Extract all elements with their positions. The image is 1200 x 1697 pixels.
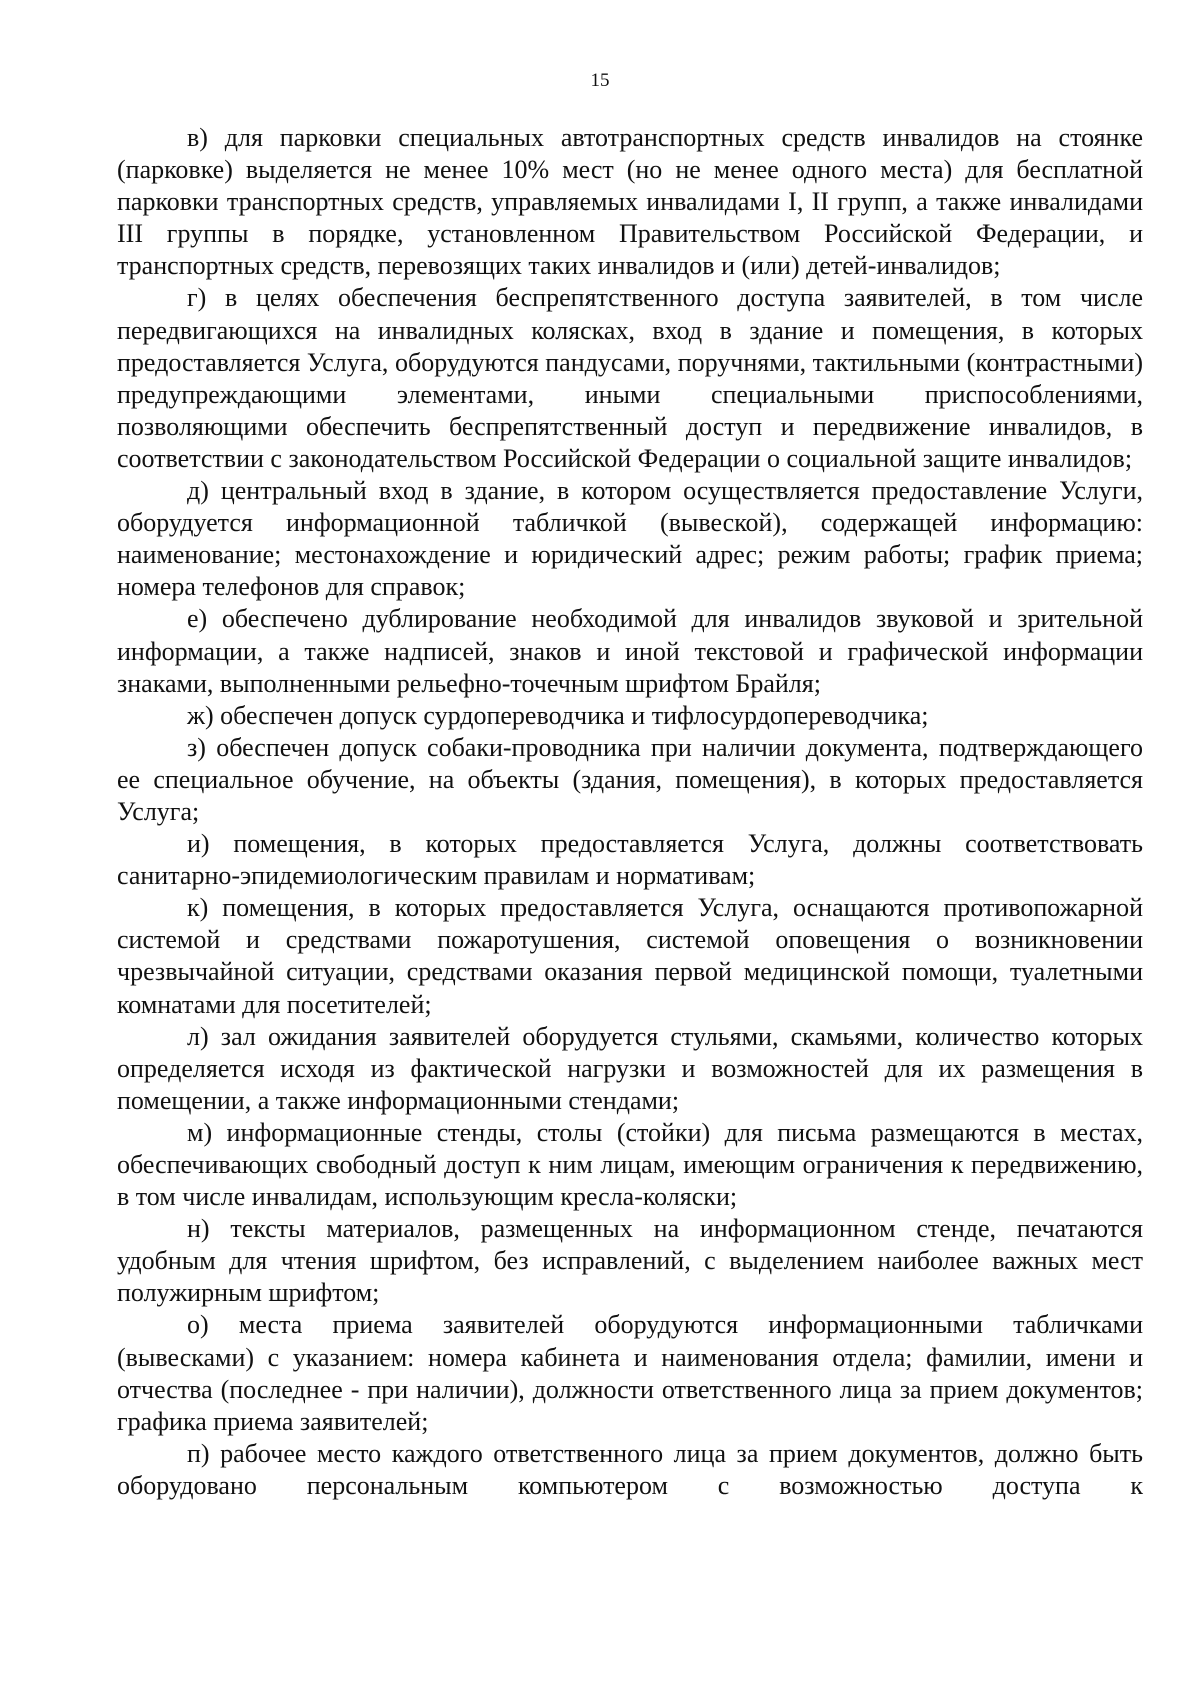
paragraph-k-fire-safety: к) помещения, в которых предоставляется Услуга, оснащаются противопожарной системой и средствами пожаротушения, системой оповещения о возникновении чрезвычайной ситуации, средствами оказания первой медицинской помощи, туалетными комнатами для посетителей;: [117, 893, 1143, 1019]
paragraph-g-access: г) в целях обеспечения беспрепятственного доступа заявителей, в том числе передвигающихся на инвалидных колясках, вход в здание и помещения, в которых предоставляется Услуга, оборудуются пандусами, поручнями, тактильными (контрастными) предупреждающими элементами, иными специальными приспособлениями, позволяющими обеспечить беспрепятственный доступ и передвижение инвалидов, в соответствии с законодательством Российской Федерации о социальной защите инвалидов;: [117, 283, 1143, 473]
paragraph-m-info-stands: м) информационные стенды, столы (стойки) для письма размещаются в местах, обеспечивающих свободный доступ к ним лицам, имеющим ограничения к передвижению, в том числе инвалидам, использующим кресла-коляски;: [117, 1117, 1143, 1212]
page-number: 15: [590, 70, 610, 91]
paragraph-l-waiting-hall: л) зал ожидания заявителей оборудуется стульями, скамьями, количество которых определяется исходя из фактической нагрузки и возможностей для их размещения в помещении, а также информационными стендами;: [117, 1021, 1143, 1115]
paragraph-v-parking: в) для парковки специальных автотранспортных средств инвалидов на стоянке (парковке) выделяется не менее 10% мест (но не менее одного места) для бесплатной парковки транспортных средств, управляемых инвалидами I, II групп, а также инвалидами III группы в порядке, установленном Правительством Российской Федерации, и транспортных средств, перевозящих таких инвалидов и (или) детей-инвалидов;: [117, 123, 1143, 281]
paragraph-o-reception-signs: о) места приема заявителей оборудуются информационными табличками (вывесками) с указанием: номера кабинета и наименования отдела; фамилии, имени и отчества (последнее - при наличии), должности ответственного лица за прием документов; графика приема заявителей;: [117, 1310, 1143, 1436]
paragraph-z-guide-dog: з) обеспечен допуск собаки-проводника при наличии документа, подтверждающего ее специальное обучение, на объекты (здания, помещения), в которых предоставляется Услуга;: [117, 732, 1143, 826]
paragraph-i-sanitary: и) помещения, в которых предоставляется Услуга, должны соответствовать санитарно-эпидемиологическим правилам и нормативам;: [117, 829, 1143, 891]
document-body: [117, 122, 1143, 1502]
paragraph-zh-interpreter: ж) обеспечен допуск сурдопереводчика и тифлосурдопереводчика;: [187, 700, 929, 730]
paragraph-p-workplace: п) рабочее место каждого ответственного лица за прием документов, должно быть оборудовано персональным компьютером с возможностью доступа к: [117, 1438, 1143, 1500]
paragraph-e-braille: е) обеспечено дублирование необходимой для инвалидов звуковой и зрительной информации, а также надписей, знаков и иной текстовой и графической информации знаками, выполненными рельефно-точечным шрифтом Брайля;: [117, 604, 1143, 698]
paragraph-n-text-materials: н) тексты материалов, размещенных на информационном стенде, печатаются удобным для чтения шрифтом, без исправлений, с выделением наиболее важных мест полужирным шрифтом;: [117, 1214, 1143, 1308]
paragraph-d-entrance-sign: д) центральный вход в здание, в котором осуществляется предоставление Услуги, оборудуется информационной табличкой (вывеской), содержащей информацию: наименование; местонахождение и юридический адрес; режим работы; график приема; номера телефонов для справок;: [117, 476, 1143, 602]
